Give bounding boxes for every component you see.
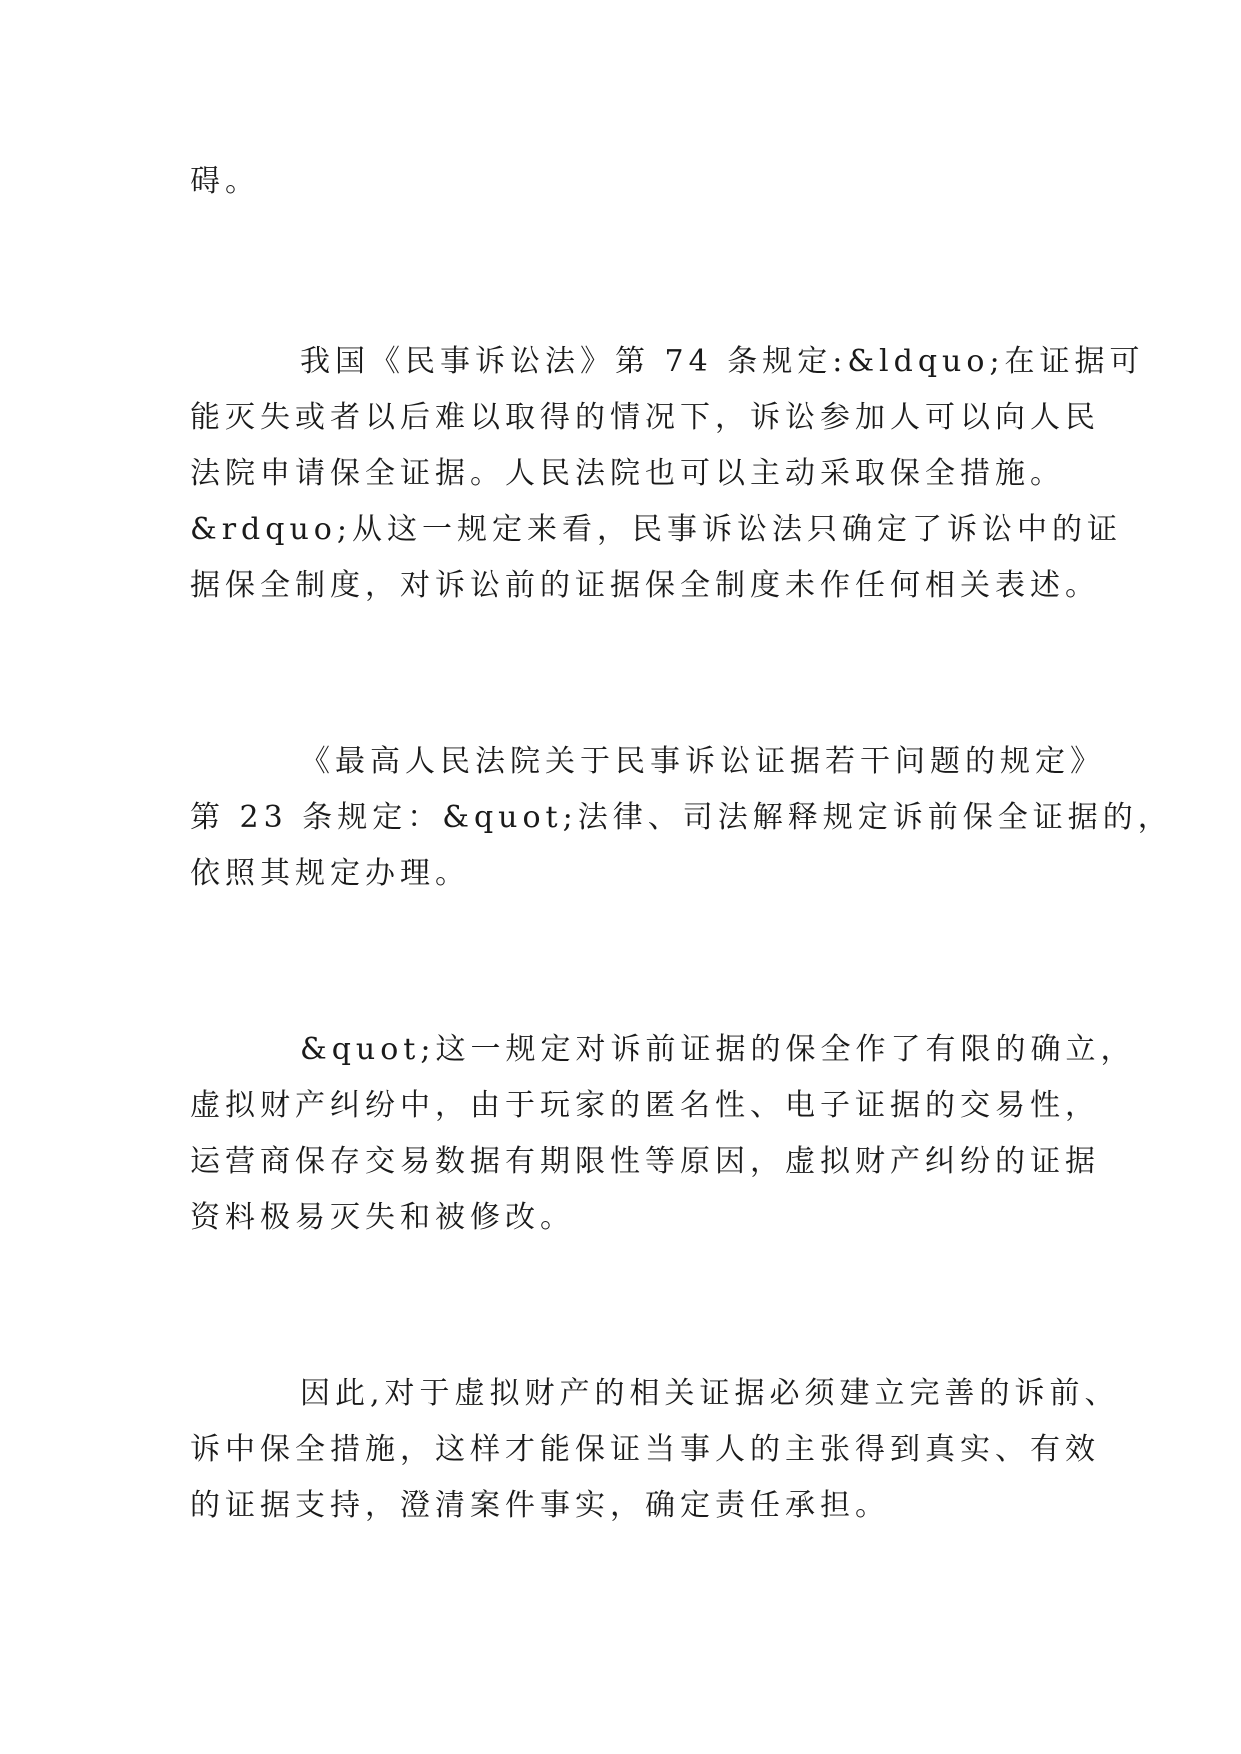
paragraph-4 [190,1022,1136,1246]
paragraph-line: 因此,对于虚拟财产的相关证据必须建立完善的诉前、 [300,1376,1120,1411]
paragraph-line: &quot;这一规定对诉前证据的保全作了有限的确立， [300,1032,1136,1067]
paragraph-line: 运营商保存交易数据有期限性等原因，虚拟财产纠纷的证据 [190,1144,1100,1179]
paragraph-line: 碍。 [190,164,260,199]
paragraph-line: 据保全制度，对诉讼前的证据保全制度未作任何相关表述。 [190,568,1100,603]
paragraph-line: 的证据支持，澄清案件事实，确定责任承担。 [190,1488,890,1523]
paragraph-1 [190,154,1090,210]
paragraph-line: &rdquo;从这一规定来看，民事诉讼法只确定了诉讼中的证 [190,512,1122,547]
paragraph-line: 虚拟财产纠纷中，由于玩家的匿名性、电子证据的交易性， [190,1088,1100,1123]
paragraph-line: 第 23 条规定：&quot;法律、司法解释规定诉前保全证据的， [190,800,1173,835]
paragraph-line: 依照其规定办理。 [190,856,470,891]
paragraph-line: 法院申请保全证据。人民法院也可以主动采取保全措施。 [190,456,1065,491]
paragraph-line: 资料极易灭失和被修改。 [190,1200,575,1235]
paragraph-line: 诉中保全措施，这样才能保证当事人的主张得到真实、有效 [190,1432,1100,1467]
paragraph-2 [190,334,1145,614]
paragraph-line: 《最高人民法院关于民事诉讼证据若干问题的规定》 [300,744,1105,779]
paragraph-5 [190,1366,1120,1534]
paragraph-line: 我国《民事诉讼法》第 74 条规定:&ldquo;在证据可 [300,344,1145,379]
paragraph-line: 能灭失或者以后难以取得的情况下，诉讼参加人可以向人民 [190,400,1100,435]
paragraph-3 [190,734,1173,902]
